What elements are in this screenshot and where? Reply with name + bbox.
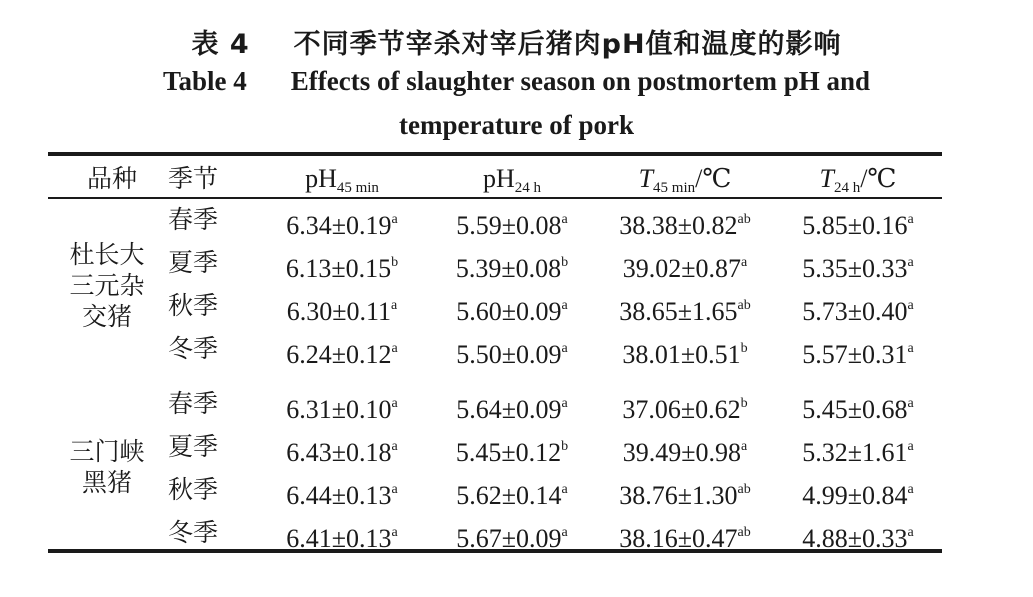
value-cell-ph24 xyxy=(432,475,592,511)
mean-sd-value: 5.60±0.09 xyxy=(456,297,562,326)
value-cell-ph24 xyxy=(432,334,592,370)
significance-letter: a xyxy=(561,341,568,356)
value-cell-t45 xyxy=(600,334,770,370)
mean-sd-value: 37.06±0.62 xyxy=(622,395,741,424)
significance-letter: a xyxy=(391,439,398,454)
mean-sd-value: 6.30±0.11 xyxy=(286,297,392,326)
season-cell: 秋季 xyxy=(168,291,219,320)
table-title-en-line1: Effects of slaughter season on postmortem pH and xyxy=(290,66,871,96)
value-cell-t24 xyxy=(778,475,938,511)
value-cell-t45 xyxy=(600,432,770,468)
breed-label-line: 黑猪 xyxy=(81,468,132,497)
top-rule xyxy=(48,152,942,156)
significance-letter: a xyxy=(561,482,568,497)
mean-sd-value: 6.44±0.13 xyxy=(286,481,392,510)
header-t24: $T_{24 h}/℃$ xyxy=(819,164,897,196)
significance-letter: a xyxy=(561,396,568,411)
mean-sd-value: 5.39±0.08 xyxy=(455,254,562,283)
breed-label-line: 三元杂 xyxy=(69,271,145,300)
mean-sd-value: 5.64±0.09 xyxy=(456,395,562,424)
value-cell-ph45 xyxy=(262,518,422,554)
significance-letter: a xyxy=(907,212,914,227)
mean-sd-value: 5.57±0.31 xyxy=(802,340,908,369)
value-cell-ph24 xyxy=(432,389,592,425)
mean-sd-value: 5.67±0.09 xyxy=(456,524,562,553)
mean-sd-value: 4.88±0.33 xyxy=(802,524,908,553)
significance-letter: a xyxy=(907,341,914,356)
significance-letter: ab xyxy=(737,212,751,227)
table-label-en: Table 4 xyxy=(162,66,247,96)
mean-sd-value: 6.43±0.18 xyxy=(286,438,392,467)
header-breed: 品种 xyxy=(86,164,137,193)
breed-label-line: 三门峡 xyxy=(69,437,145,466)
header-ph45: $pH_{45 min}$ xyxy=(305,164,379,196)
mean-sd-value: 5.50±0.09 xyxy=(456,340,562,369)
value-cell-ph24 xyxy=(432,205,592,241)
significance-letter: a xyxy=(391,525,398,540)
significance-letter: a xyxy=(907,396,914,411)
season-cell: 春季 xyxy=(168,205,219,234)
value-cell-t45 xyxy=(600,475,770,511)
significance-letter: a xyxy=(907,439,914,454)
value-cell-t24 xyxy=(778,518,938,554)
value-cell-ph45 xyxy=(262,334,422,370)
mean-sd-value: 5.62±0.14 xyxy=(456,481,562,510)
significance-letter: a xyxy=(741,255,748,270)
mean-sd-value: 5.45±0.12 xyxy=(455,438,562,467)
mean-sd-value: 39.02±0.87 xyxy=(622,254,742,283)
mean-sd-value: 38.38±0.82 xyxy=(619,211,738,240)
significance-letter: b xyxy=(740,341,748,356)
significance-letter: a xyxy=(907,525,914,540)
caption-chinese xyxy=(0,22,1033,61)
header-t45: $T_{45 min}/℃$ xyxy=(638,164,732,196)
table-label-zh: 表 4 xyxy=(191,29,250,60)
mean-sd-value: 38.65±1.65 xyxy=(619,297,738,326)
mean-sd-value: 6.24±0.12 xyxy=(286,340,392,369)
significance-letter: a xyxy=(391,482,398,497)
significance-letter: a xyxy=(561,298,568,313)
significance-letter: a xyxy=(907,298,914,313)
breed-label xyxy=(52,239,162,332)
value-cell-ph45 xyxy=(262,432,422,468)
significance-letter: b xyxy=(561,255,569,270)
significance-letter: b xyxy=(391,255,399,270)
mean-sd-value: 5.59±0.08 xyxy=(456,211,562,240)
value-cell-ph45 xyxy=(262,475,422,511)
mean-sd-value: 38.76±1.30 xyxy=(619,481,738,510)
value-cell-t45 xyxy=(600,248,770,284)
mean-sd-value: 6.31±0.10 xyxy=(286,395,392,424)
mean-sd-value: 5.32±1.61 xyxy=(802,438,908,467)
breed-label-line: 交猪 xyxy=(81,302,132,331)
season-cell: 夏季 xyxy=(168,432,219,461)
value-cell-t45 xyxy=(600,518,770,554)
value-cell-ph45 xyxy=(262,205,422,241)
header-ph24: $pH_{24 h}$ xyxy=(482,164,542,196)
mean-sd-value: 5.35±0.33 xyxy=(802,254,908,283)
mean-sd-value: 6.41±0.13 xyxy=(286,524,392,553)
header-season: 季节 xyxy=(168,164,219,193)
mean-sd-value: 6.13±0.15 xyxy=(285,254,392,283)
significance-letter: ab xyxy=(737,482,751,497)
mean-sd-value: 39.49±0.98 xyxy=(622,438,742,467)
value-cell-t24 xyxy=(778,432,938,468)
breed-label xyxy=(52,436,162,498)
value-cell-ph24 xyxy=(432,248,592,284)
significance-letter: a xyxy=(391,396,398,411)
significance-letter: a xyxy=(561,525,568,540)
significance-letter: a xyxy=(391,298,398,313)
value-cell-t24 xyxy=(778,334,938,370)
season-cell: 春季 xyxy=(168,389,219,418)
value-cell-ph45 xyxy=(262,248,422,284)
value-cell-ph24 xyxy=(432,518,592,554)
significance-letter: a xyxy=(741,439,748,454)
value-cell-t24 xyxy=(778,205,938,241)
significance-letter: b xyxy=(740,396,748,411)
season-cell: 秋季 xyxy=(168,475,219,504)
mean-sd-value: 38.01±0.51 xyxy=(622,340,741,369)
mean-sd-value: 6.34±0.19 xyxy=(286,211,392,240)
mean-sd-value: 38.16±0.47 xyxy=(619,524,738,553)
value-cell-ph45 xyxy=(262,291,422,327)
mean-sd-value: 4.99±0.84 xyxy=(802,481,908,510)
value-cell-t45 xyxy=(600,205,770,241)
significance-letter: a xyxy=(391,341,398,356)
significance-letter: ab xyxy=(737,298,751,313)
significance-letter: a xyxy=(907,482,914,497)
breed-label-line: 杜长大 xyxy=(69,240,145,269)
value-cell-t24 xyxy=(778,248,938,284)
value-cell-ph45 xyxy=(262,389,422,425)
significance-letter: a xyxy=(561,212,568,227)
table-title-en-line2: temperature of pork xyxy=(399,110,634,140)
significance-letter: b xyxy=(561,439,569,454)
mean-sd-value: 5.73±0.40 xyxy=(802,297,908,326)
value-cell-t24 xyxy=(778,291,938,327)
significance-letter: ab xyxy=(737,525,751,540)
value-cell-t24 xyxy=(778,389,938,425)
mean-sd-value: 5.85±0.16 xyxy=(802,211,908,240)
significance-letter: a xyxy=(907,255,914,270)
value-cell-ph24 xyxy=(432,291,592,327)
season-cell: 夏季 xyxy=(168,248,219,277)
mean-sd-value: 5.45±0.68 xyxy=(802,395,908,424)
value-cell-t45 xyxy=(600,291,770,327)
value-cell-ph24 xyxy=(432,432,592,468)
table-title-zh: 不同季节宰杀对宰后猪肉pH值和温度的影响 xyxy=(293,29,842,60)
season-cell: 冬季 xyxy=(168,334,219,363)
season-cell: 冬季 xyxy=(168,518,219,547)
significance-letter: a xyxy=(391,212,398,227)
caption-english xyxy=(0,66,1033,97)
value-cell-t45 xyxy=(600,389,770,425)
